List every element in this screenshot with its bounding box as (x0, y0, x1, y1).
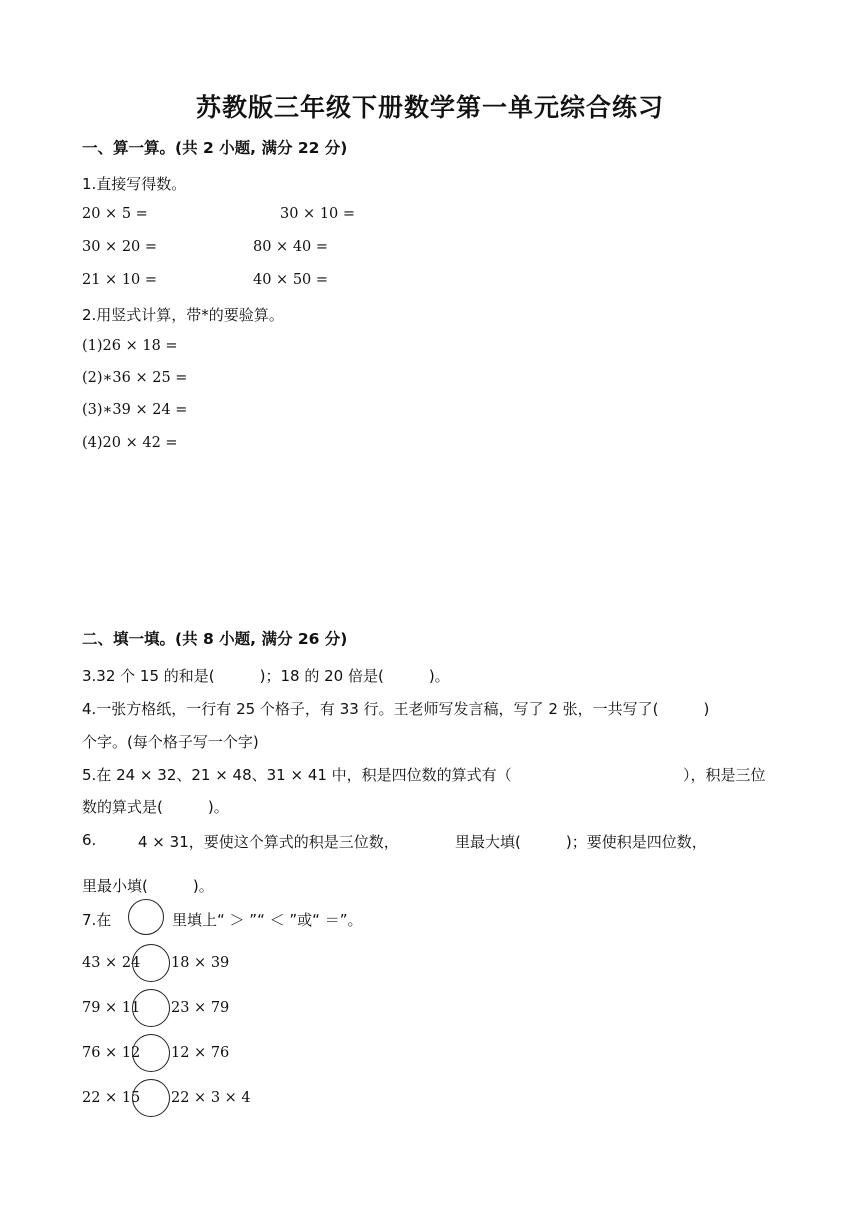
vertical-calc-item: (3)∗39 × 24 = (82, 402, 188, 418)
question-5-line-1b: ），积是三位 (683, 766, 766, 784)
compare-right: 18 × 39 (171, 955, 230, 971)
section-1-heading: 一、算一算。(共 2 小题, 满分 22 分) (82, 139, 348, 157)
vertical-calc-item: (4)20 × 42 = (82, 435, 178, 451)
question-4-line-2: 个字。(每个格子写一个字) (82, 733, 259, 751)
compare-left: 22 × 15 (82, 1090, 141, 1106)
compare-circle-icon (128, 899, 164, 935)
question-6-expression: 4 × 31，要使这个算式的积是三位数， (138, 833, 399, 851)
calc-item: 80 × 40 = (253, 239, 329, 255)
calc-item: 40 × 50 = (253, 272, 329, 288)
question-6-number: 6. (82, 831, 97, 849)
answer-circle[interactable] (132, 1079, 170, 1117)
compare-left: 79 × 11 (82, 1000, 141, 1016)
calc-item: 30 × 10 = (280, 206, 356, 222)
question-5-line-2: 数的算式是( )。 (82, 798, 229, 816)
question-4-line-1: 4.一张方格纸，一行有 25 个格子，有 33 行。王老师写发言稿，写了 2 张，一共写了( ) (82, 700, 710, 718)
answer-circle[interactable] (132, 944, 170, 982)
calc-item: 21 × 10 = (82, 272, 158, 288)
vertical-calc-item: (2)∗36 × 25 = (82, 370, 188, 386)
question-6-line-2: 里最小填( )。 (82, 877, 214, 895)
compare-left: 76 × 12 (82, 1045, 141, 1061)
question-1-label: 1.直接写得数。 (82, 175, 187, 193)
question-7-instruction: 里填上“ ＞ ”“ ＜ ”或“ ＝”。 (172, 911, 363, 929)
answer-circle[interactable] (132, 989, 170, 1027)
question-5-line-1a: 5.在 24 × 32、21 × 48、31 × 41 中，积是四位数的算式有（ (82, 766, 512, 784)
compare-right: 12 × 76 (171, 1045, 230, 1061)
question-6-part-2: 里最大填( )；要使积是四位数， (455, 833, 707, 851)
question-7-prefix: 7.在 (82, 911, 112, 929)
answer-circle[interactable] (132, 1034, 170, 1072)
compare-right: 23 × 79 (171, 1000, 230, 1016)
compare-left: 43 × 24 (82, 955, 141, 971)
compare-right: 22 × 3 × 4 (171, 1090, 251, 1106)
section-2-heading: 二、填一填。(共 8 小题, 满分 26 分) (82, 630, 348, 648)
page-title: 苏教版三年级下册数学第一单元综合练习 (195, 93, 664, 122)
calc-item: 20 × 5 = (82, 206, 148, 222)
calc-item: 30 × 20 = (82, 239, 158, 255)
question-2-label: 2.用竖式计算，带*的要验算。 (82, 306, 284, 324)
question-3: 3.32 个 15 的和是( )；18 的 20 倍是( )。 (82, 667, 450, 685)
vertical-calc-item: (1)26 × 18 = (82, 338, 178, 354)
